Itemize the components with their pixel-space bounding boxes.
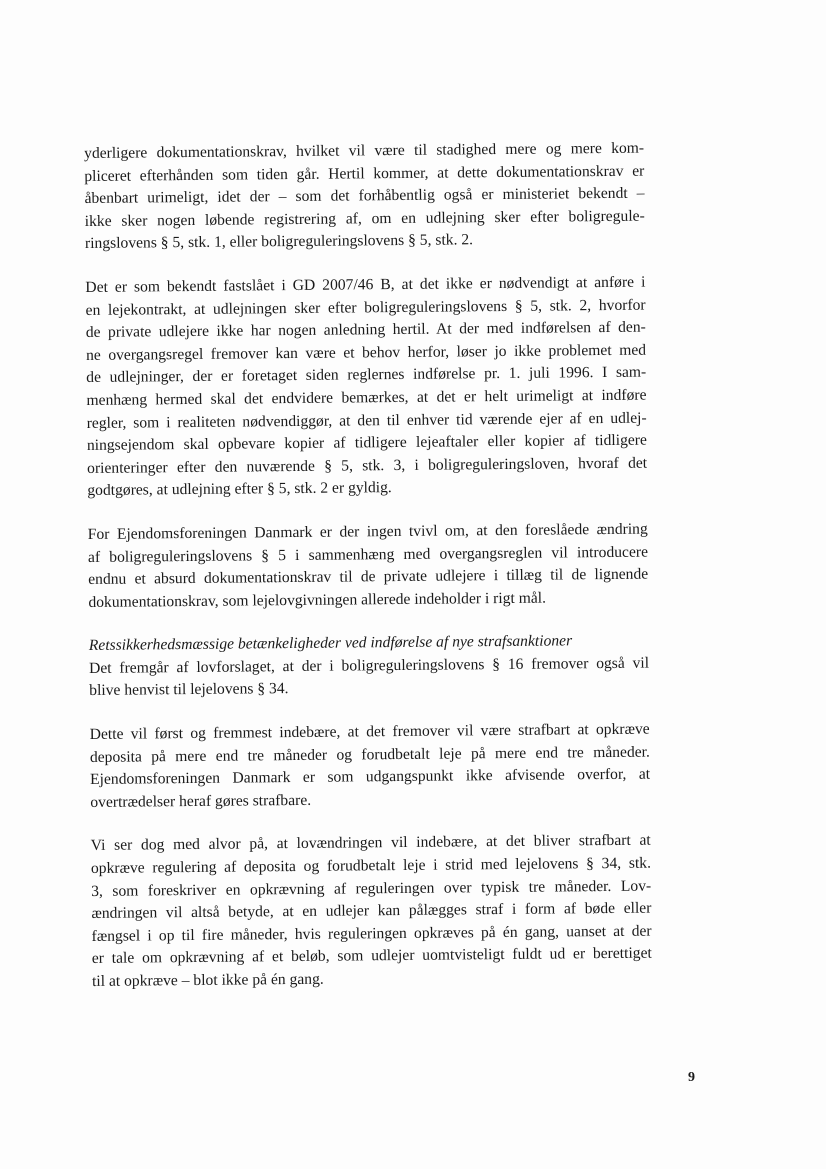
text-line: yderligere dokumentationskrav, hvilket vil være til stadighed mere og mere kom- — [84, 139, 645, 162]
text-line: menhæng hermed skal det endvidere bemærkes, at det er helt urimeligt at indføre — [86, 386, 647, 409]
page-number: 9 — [688, 1070, 695, 1085]
text-line: godtgøres, at udlejning efter § 5, stk. 2 er gyldig. — [87, 479, 392, 500]
text-line: de private udlejere ikke har nogen anledning hertil. At der med indførelsen af den- — [85, 318, 646, 342]
text-line: Dette vil først og fremmest indebære, at det fremover vil være strafbart at opkræve — [89, 720, 650, 744]
text-line: ne overgangsregel fremover kan være et behov herfor, løser jo ikke problemet med — [85, 341, 647, 364]
text-line: endnu et absurd dokumentationskrav til de private udlejere i tillæg til de lignende — [88, 565, 649, 589]
text-line: dokumentationskrav, som lejelovgivningen allerede indeholder i rigt mål. — [88, 589, 547, 611]
paragraph-documentation-requirement — [84, 138, 645, 256]
text-line: er tale om opkrævning af et beløb, som udlejer uomtvisteligt fuldt ud er berettiget — [91, 944, 652, 968]
text-line: Det fremgår af lovforslaget, at der i boligreguleringslovens § 16 fremover også vil — [88, 654, 650, 677]
page-body — [84, 138, 652, 1015]
text-line: orienteringer efter den nuværende § 5, stk. 3, i boligreguleringsloven, hvoraf det — [87, 454, 648, 477]
paragraph-legal-certainty — [89, 630, 650, 703]
text-line: regler, som i realiteten nødvendiggør, at den til enhver tid værende ejer af en udlej- — [86, 409, 647, 432]
text-line: ningsejendom skal opbevare kopier af tidligere lejeaftaler eller kopier af tidligere — [86, 431, 647, 455]
text-line: til at opkræve – blot ikke på én gang. — [91, 970, 324, 990]
paragraph-regulation-penalty — [91, 830, 652, 994]
text-line: Det er som bekendt fastslået i GD 2007/46 B, at det ikke er nødvendigt at anføre i — [85, 273, 646, 296]
text-line: åbenbart urimeligt, idet der – som det forhåbentlig også er ministeriet bekendt – — [84, 184, 645, 208]
text-line: en lejekontrakt, at udlejningen sker efter boligreguleringslovens § 5, stk. 2, hvorfor — [85, 296, 646, 319]
text-line: ændringen vil altså betyde, at en udlejer kan pålægges straf i form af bøde eller — [91, 899, 652, 923]
text-line: af boligreguleringslovens § 5 i sammenhæng med overgangsreglen vil introducere — [87, 543, 649, 566]
text-line: fængsel i op til fire måneder, hvis reguleringen opkræves på én gang, uanset at der — [91, 922, 652, 945]
section-heading: Retssikkerhedsmæssige betænkeligheder ved indførelse af nye strafsanktioner — [88, 632, 573, 655]
text-line: Vi ser dog med alvor på, at lovændringen vil indebære, at det bliver strafbart at — [90, 832, 651, 855]
text-line: deposita på mere end tre måneder og forudbetalt leje på mere end tre måneder. — [89, 743, 650, 766]
text-line: blive henvist til lejelovens § 34. — [89, 680, 289, 700]
text-line: ringslovens § 5, stk. 1, eller boligreguleringslovens § 5, stk. 2. — [84, 231, 474, 253]
text-line: 3, som foreskriver en opkrævning af reguleringen over typisk tre måneder. Lov- — [91, 877, 652, 900]
text-line: pliceret efterhånden som tiden går. Hertil kommer, at dette dokumentationskrav er — [84, 162, 645, 185]
paragraph-gd-ruling — [85, 272, 647, 503]
text-line: de udlejninger, der er foretaget siden reglernes indførelse pr. 1. juli 1996. I sam- — [86, 363, 647, 387]
paragraph-deposit-penalty — [90, 719, 651, 815]
text-line: opkræve regulering af deposita og forudbetalt leje i strid med lejelovens § 34, stk. — [90, 854, 652, 877]
text-line: For Ejendomsforeningen Danmark er der ingen tvivl om, at den foreslåede ændring — [87, 520, 648, 543]
text-line: overtrædelser heraf gøres strafbare. — [90, 791, 312, 811]
text-line: ikke sker nogen løbende registrering af, om en udlejning sker efter boligregule- — [84, 207, 645, 230]
text-line: Ejendomsforeningen Danmark er som udgangspunkt ikke afvisende overfor, at — [90, 765, 651, 789]
paragraph-association-position — [88, 519, 649, 615]
